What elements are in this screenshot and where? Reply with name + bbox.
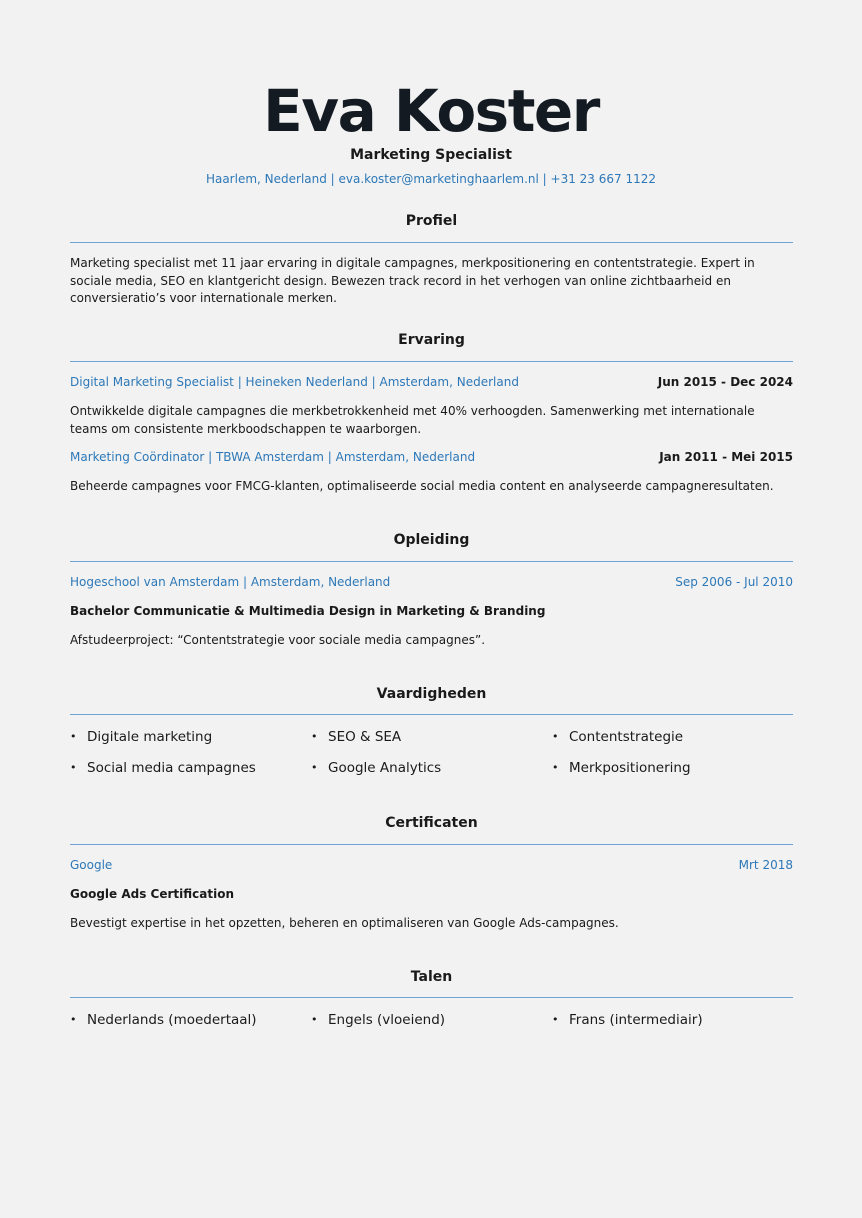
- education-dates: Sep 2006 - Jul 2010: [675, 575, 793, 589]
- skill-item: • Google Analytics: [311, 760, 442, 776]
- experience-item-2-header: [70, 449, 793, 465]
- skill-item: • Merkpositionering: [552, 760, 691, 776]
- bullet-icon: •: [552, 730, 559, 743]
- languages-heading: Talen: [410, 969, 453, 985]
- skill-item: • Contentstrategie: [552, 729, 684, 745]
- languages-divider: [70, 997, 793, 998]
- education-divider: [70, 561, 793, 562]
- experience-item-2-dates: Jan 2011 - Mei 2015: [659, 450, 793, 464]
- contact-line: Haarlem, Nederland | eva.koster@marketinghaarlem.nl | +31 23 667 1122: [205, 172, 657, 186]
- profile-heading: Profiel: [405, 213, 458, 229]
- certificate-issuer: Google: [70, 858, 113, 872]
- experience-heading: Ervaring: [398, 332, 465, 348]
- skills-divider: [70, 714, 793, 715]
- bullet-icon: •: [70, 1013, 77, 1026]
- certificate-desc: Bevestigt expertise in het opzetten, beheren en optimaliseren van Google Ads-campagnes.: [70, 916, 619, 930]
- skill-item: • Digitale marketing: [70, 729, 213, 745]
- certificate-date: Mrt 2018: [738, 858, 793, 872]
- experience-item-1-desc: Ontwikkelde digitale campagnes die merkbetrokkenheid met 40% verhoogden. Samenwerking met internationale teams om consistente merkboodschappen te waarborgen.: [70, 404, 755, 436]
- bullet-icon: •: [552, 1013, 559, 1026]
- education-header: [70, 574, 793, 590]
- language-item: • Nederlands (moedertaal): [70, 1012, 257, 1028]
- candidate-title: Marketing Specialist: [350, 147, 512, 163]
- language-item: • Engels (vloeiend): [311, 1012, 446, 1028]
- language-item: • Frans (intermediair): [552, 1012, 703, 1028]
- skill-item: • Social media campagnes: [70, 760, 256, 776]
- certificate-name: Google Ads Certification: [70, 887, 235, 901]
- bullet-icon: •: [70, 761, 77, 774]
- experience-item-1-role: Digital Marketing Specialist | Heineken Nederland | Amsterdam, Nederland: [70, 375, 519, 389]
- education-degree: Bachelor Communicatie & Multimedia Design in Marketing & Branding: [70, 604, 546, 618]
- skills-heading: Vaardigheden: [376, 686, 487, 702]
- certificate-header: [70, 857, 793, 873]
- skill-item: • SEO & SEA: [311, 729, 402, 745]
- experience-item-1-dates: Jun 2015 - Dec 2024: [657, 375, 793, 389]
- bullet-icon: •: [311, 1013, 318, 1026]
- certificates-heading: Certificaten: [385, 815, 478, 831]
- education-heading: Opleiding: [393, 532, 470, 548]
- bullet-icon: •: [70, 730, 77, 743]
- bullet-icon: •: [311, 761, 318, 774]
- certificates-divider: [70, 844, 793, 845]
- experience-item-2-desc: Beheerde campagnes voor FMCG-klanten, optimaliseerde social media content en analyseerde campagneresultaten.: [70, 479, 774, 493]
- education-school: Hogeschool van Amsterdam | Amsterdam, Nederland: [70, 575, 391, 589]
- experience-divider: [70, 361, 793, 362]
- bullet-icon: •: [311, 730, 318, 743]
- profile-text: Marketing specialist met 11 jaar ervaring in digitale campagnes, merkpositionering en contentstrategie. Expert in sociale media, SEO en klantgericht design. Bewezen track record in het verhogen van online zichtbaarheid en conversieratio’s voor internationale merken.: [70, 256, 755, 305]
- profile-divider: [70, 242, 793, 243]
- experience-item-1-header: [70, 374, 793, 390]
- bullet-icon: •: [552, 761, 559, 774]
- education-note: Afstudeerproject: “Contentstrategie voor sociale media campagnes”.: [70, 633, 486, 647]
- experience-item-2-role: Marketing Coördinator | TBWA Amsterdam | Amsterdam, Nederland: [70, 450, 476, 464]
- candidate-name: Eva Koster: [263, 77, 599, 145]
